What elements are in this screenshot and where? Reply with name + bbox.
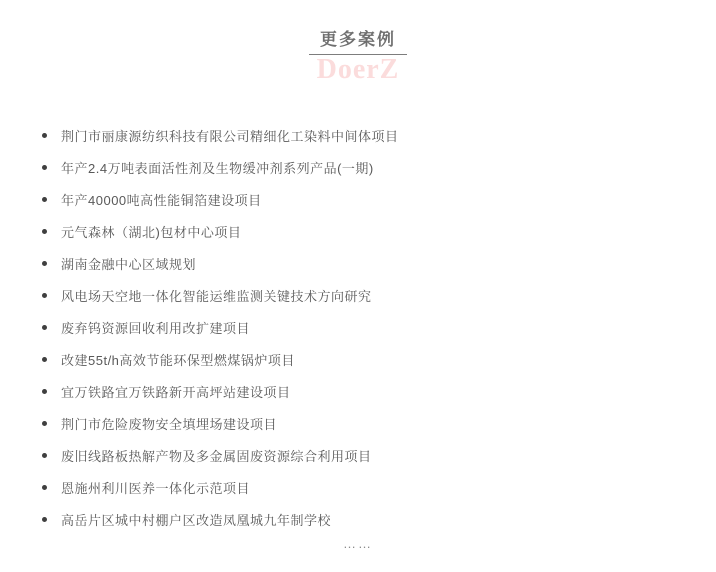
list-item[interactable]	[42, 279, 716, 311]
bullet-icon	[42, 165, 47, 170]
case-label: 废弃钨资源回收利用改扩建项目	[61, 320, 251, 336]
bullet-icon	[42, 517, 47, 522]
case-label: 废旧线路板热解产物及多金属固废资源综合利用项目	[61, 448, 372, 464]
case-label: 元气森林（湖北)包材中心项目	[61, 224, 242, 240]
bullet-icon	[42, 261, 47, 266]
case-label: 湖南金融中心区域规划	[61, 256, 197, 272]
bullet-icon	[42, 229, 47, 234]
case-label: 荆门市丽康源纺织科技有限公司精细化工染料中间体项目	[61, 128, 399, 144]
list-item[interactable]	[42, 151, 716, 183]
list-item[interactable]	[42, 311, 716, 343]
case-label: 高岳片区城中村棚户区改造凤凰城九年制学校	[61, 512, 332, 528]
bullet-icon	[42, 453, 47, 458]
case-label: 恩施州利川医养一体化示范项目	[61, 480, 251, 496]
bullet-icon	[42, 133, 47, 138]
case-label: 荆门市危险废物安全填埋场建设项目	[61, 416, 278, 432]
list-item[interactable]	[42, 407, 716, 439]
case-list	[42, 119, 716, 535]
list-item[interactable]	[42, 119, 716, 151]
case-label: 风电场天空地一体化智能运维监测关键技术方向研究	[61, 288, 372, 304]
list-item[interactable]	[42, 375, 716, 407]
more-ellipsis: ……	[343, 536, 373, 551]
list-item[interactable]	[42, 471, 716, 503]
case-label: 宜万铁路宜万铁路新开高坪站建设项目	[61, 384, 291, 400]
case-label: 年产40000吨高性能铜箔建设项目	[61, 192, 262, 208]
bullet-icon	[42, 357, 47, 362]
bullet-icon	[42, 325, 47, 330]
bullet-icon	[42, 421, 47, 426]
page-title: 更多案例	[309, 31, 407, 55]
list-item[interactable]	[42, 247, 716, 279]
watermark-logo: DoerZ	[316, 54, 400, 85]
bullet-icon	[42, 293, 47, 298]
list-item[interactable]	[42, 343, 716, 375]
list-item[interactable]	[42, 215, 716, 247]
list-item[interactable]	[42, 183, 716, 215]
list-item[interactable]	[42, 439, 716, 471]
section-header	[0, 0, 716, 55]
bullet-icon	[42, 389, 47, 394]
case-label: 改建55t/h高效节能环保型燃煤锅炉项目	[61, 352, 295, 368]
case-label: 年产2.4万吨表面活性剂及生物缓冲剂系列产品(一期)	[61, 160, 374, 176]
list-item[interactable]	[42, 503, 716, 535]
bullet-icon	[42, 197, 47, 202]
bullet-icon	[42, 485, 47, 490]
